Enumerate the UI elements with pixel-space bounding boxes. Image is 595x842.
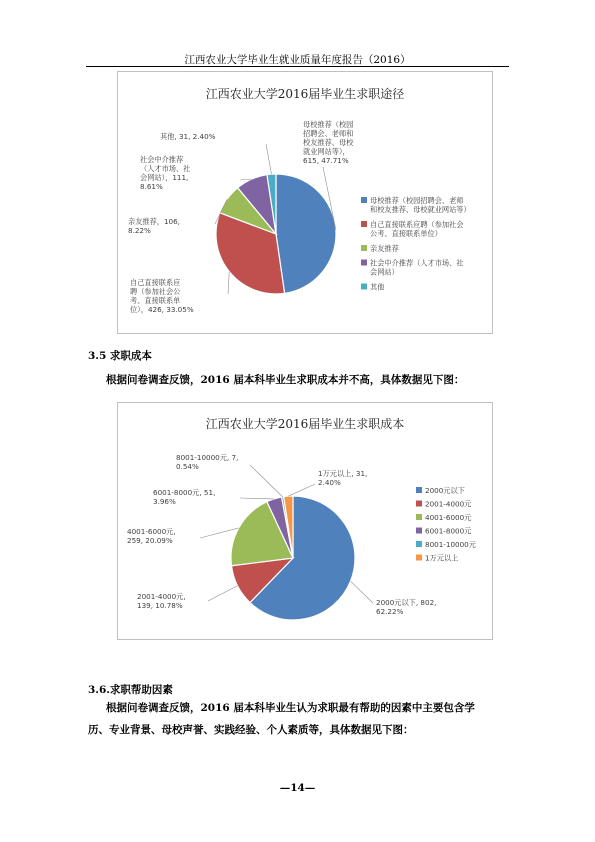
data-label-1: 2001-4000元, 139, 10.78%	[137, 592, 186, 610]
legend-swatch-2	[361, 245, 367, 251]
page-header: 江西农业大学毕业生就业质量年度报告（2016）	[184, 54, 411, 66]
legend-label-1: 2001-4000元	[425, 499, 472, 509]
legend-label-0: 母校推荐（校园招聘会、老师和校友推荐、母校就业网站等）	[370, 196, 471, 214]
pie-chart-cost	[118, 403, 492, 639]
chart-job-search-channels	[117, 71, 493, 334]
leader-line-2	[200, 528, 239, 538]
leader-line-3	[240, 498, 274, 499]
legend-label-4: 8001-10000元	[425, 540, 476, 549]
data-label-2: 4001-6000元, 259, 20.09%	[127, 527, 176, 545]
legend-swatch-0	[416, 487, 422, 493]
legend-label-2: 4001-6000元	[425, 513, 472, 522]
leader-line-4	[266, 144, 271, 174]
leader-line-1	[228, 272, 229, 294]
header-rule	[86, 66, 509, 67]
data-label-2: 亲友推荐，106, 8.22%	[128, 217, 180, 235]
legend-label-3: 6001-8000元	[425, 526, 472, 536]
legend-label-4: 其他	[370, 282, 385, 292]
data-label-1: 自己直接联系应聘（参加社会公考、直接联系单位），426, 33.05%	[130, 278, 194, 314]
legend-swatch-1	[361, 221, 367, 227]
section-3-6-line1: 根据问卷调查反馈，2016 届本科毕业生认为求职最有帮助的因素中主要包含学	[106, 702, 475, 714]
pie-chart-channels	[118, 72, 492, 333]
pie-slice-0	[276, 174, 336, 293]
leader-line-5	[288, 484, 315, 496]
data-label-3: 6001-8000元, 51, 3.96%	[153, 488, 216, 506]
data-label-4: 其他, 31, 2.40%	[160, 132, 216, 141]
section-heading-3-6: 3.6.求职帮助因素	[88, 684, 173, 696]
legend-swatch-1	[416, 501, 422, 507]
leader-line-1	[208, 586, 238, 601]
legend-label-2: 亲友推荐	[370, 244, 399, 253]
data-label-4: 8001-10000元, 7, 0.54%	[176, 453, 239, 471]
chart-job-search-cost	[117, 402, 493, 640]
legend-label-1: 自己直接联系应聘（参加社会公考、直接联系单位）	[370, 220, 464, 238]
legend-swatch-3	[361, 260, 367, 266]
legend-swatch-5	[416, 555, 422, 561]
section-3-6-line2: 历、专业背景、母校声誉、实践经验、个人素质等，具体数据见下图：	[88, 724, 414, 736]
data-label-0: 2000元以下, 802, 62.22%	[376, 598, 437, 616]
data-label-3: 社会中介推荐（人才市场、社会网站），111, 8.61%	[140, 155, 191, 191]
legend-label-0: 2000元以下	[425, 486, 465, 495]
section-heading-3-5: 3.5 求职成本	[88, 350, 152, 362]
chart-title: 江西农业大学2016届毕业生求职途径	[205, 87, 405, 101]
legend-swatch-0	[361, 197, 367, 203]
section-3-5-text: 根据问卷调查反馈，2016 届本科毕业生求职成本并不高，具体数据见下图：	[106, 374, 465, 386]
data-label-5: 1万元以上, 31, 2.40%	[318, 469, 368, 487]
page-number: —14—	[279, 782, 316, 794]
legend-swatch-4	[416, 541, 422, 547]
legend-label-5: 1万元以上	[425, 553, 459, 563]
legend-label-3: 社会中介推荐（人才市场、社会网站）	[370, 258, 464, 277]
leader-line-4	[250, 465, 283, 497]
data-label-0: 母校推荐（校园招聘会、老师和校友推荐、母校就业网站等）， 615, 47.71%	[303, 120, 354, 165]
legend-swatch-4	[361, 284, 367, 290]
leader-line-0	[350, 581, 373, 603]
chart-title: 江西农业大学2016届毕业生求职成本	[205, 417, 405, 431]
legend-swatch-2	[416, 514, 422, 520]
legend-swatch-3	[416, 528, 422, 534]
